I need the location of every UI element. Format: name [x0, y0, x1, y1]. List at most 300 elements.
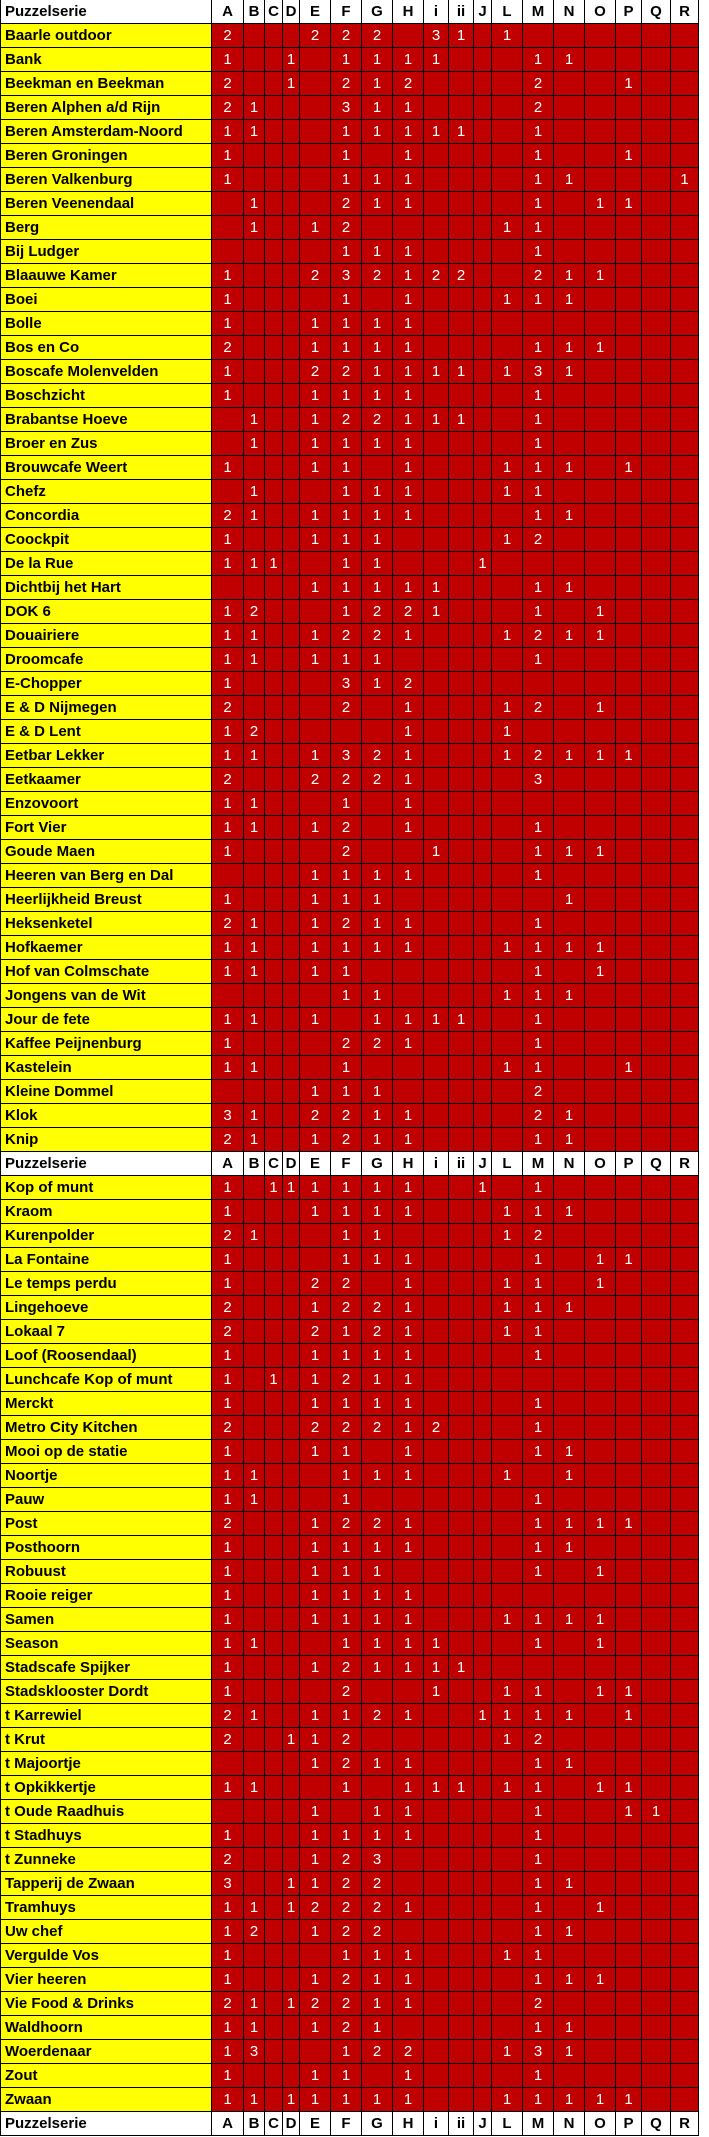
value-cell: 1: [554, 1752, 585, 1776]
value-cell: 3: [212, 1104, 244, 1128]
value-cell: 1: [393, 1968, 424, 1992]
value-cell: [265, 912, 283, 936]
value-cell: [424, 1848, 449, 1872]
value-cell: 1: [393, 1032, 424, 1056]
value-cell: 1: [331, 1776, 362, 1800]
value-cell: 1: [474, 1704, 492, 1728]
value-cell: [616, 240, 642, 264]
value-cell: [585, 1080, 616, 1104]
value-cell: 1: [393, 1632, 424, 1656]
value-cell: [265, 1416, 283, 1440]
value-cell: [393, 1224, 424, 1248]
column-header: C: [265, 0, 283, 24]
value-cell: [424, 2040, 449, 2064]
value-cell: [616, 1008, 642, 1032]
value-cell: [362, 1056, 393, 1080]
value-cell: [424, 1512, 449, 1536]
value-cell: [642, 48, 671, 72]
value-cell: 1: [331, 2040, 362, 2064]
value-cell: [492, 1512, 523, 1536]
value-cell: [244, 456, 265, 480]
value-cell: [616, 936, 642, 960]
value-cell: [283, 840, 300, 864]
value-cell: [424, 1200, 449, 1224]
value-cell: [554, 72, 585, 96]
value-cell: [585, 288, 616, 312]
value-cell: [492, 432, 523, 456]
row-name: E & D Lent: [0, 720, 212, 744]
value-cell: 1: [362, 1536, 393, 1560]
value-cell: [265, 216, 283, 240]
row-name: Enzovoort: [0, 792, 212, 816]
value-cell: [265, 1992, 283, 2016]
value-cell: [449, 1464, 474, 1488]
value-cell: [642, 1656, 671, 1680]
row-name: Waldhoorn: [0, 2016, 212, 2040]
value-cell: [300, 2040, 331, 2064]
value-cell: 1: [362, 1344, 393, 1368]
value-cell: [283, 336, 300, 360]
value-cell: [585, 888, 616, 912]
row-name: Broer en Zus: [0, 432, 212, 456]
value-cell: [283, 408, 300, 432]
value-cell: 1: [300, 504, 331, 528]
value-cell: [671, 48, 699, 72]
value-cell: 1: [362, 528, 393, 552]
value-cell: [474, 1008, 492, 1032]
value-cell: [449, 672, 474, 696]
value-cell: 1: [244, 744, 265, 768]
value-cell: [642, 1248, 671, 1272]
header-label: Puzzelserie: [0, 2112, 212, 2136]
value-cell: [492, 2016, 523, 2040]
value-cell: 1: [523, 1944, 554, 1968]
value-cell: 1: [449, 1776, 474, 1800]
value-cell: 1: [492, 1320, 523, 1344]
value-cell: [424, 96, 449, 120]
value-cell: 1: [331, 456, 362, 480]
value-cell: [474, 312, 492, 336]
value-cell: 1: [300, 648, 331, 672]
column-header: B: [244, 0, 265, 24]
value-cell: [265, 1872, 283, 1896]
value-cell: [554, 1224, 585, 1248]
header-label: Puzzelserie: [0, 0, 212, 24]
value-cell: [616, 1296, 642, 1320]
value-cell: [554, 864, 585, 888]
value-cell: [393, 1680, 424, 1704]
value-cell: [671, 96, 699, 120]
value-cell: 1: [331, 1200, 362, 1224]
value-cell: [424, 984, 449, 1008]
value-cell: [671, 192, 699, 216]
value-cell: [449, 456, 474, 480]
value-cell: [283, 576, 300, 600]
value-cell: [212, 576, 244, 600]
value-cell: [283, 744, 300, 768]
value-cell: 1: [492, 696, 523, 720]
value-cell: [265, 864, 283, 888]
value-cell: 1: [585, 936, 616, 960]
value-cell: [616, 672, 642, 696]
value-cell: [616, 912, 642, 936]
value-cell: [283, 936, 300, 960]
value-cell: 1: [362, 1392, 393, 1416]
value-cell: [449, 1512, 474, 1536]
value-cell: 1: [331, 552, 362, 576]
value-cell: [424, 792, 449, 816]
value-cell: 1: [523, 1008, 554, 1032]
value-cell: [449, 840, 474, 864]
value-cell: [642, 864, 671, 888]
value-cell: [449, 96, 474, 120]
value-cell: [283, 1704, 300, 1728]
value-cell: 1: [244, 192, 265, 216]
value-cell: [585, 144, 616, 168]
value-cell: [449, 792, 474, 816]
value-cell: [300, 1224, 331, 1248]
value-cell: 1: [424, 1632, 449, 1656]
value-cell: 2: [424, 1416, 449, 1440]
value-cell: [616, 1896, 642, 1920]
value-cell: 1: [554, 48, 585, 72]
value-cell: [585, 168, 616, 192]
value-cell: 1: [362, 648, 393, 672]
value-cell: [424, 240, 449, 264]
value-cell: 1: [523, 1128, 554, 1152]
value-cell: 1: [616, 192, 642, 216]
value-cell: [212, 216, 244, 240]
value-cell: [449, 1368, 474, 1392]
value-cell: 1: [554, 336, 585, 360]
value-cell: [283, 672, 300, 696]
value-cell: 1: [212, 1536, 244, 1560]
value-cell: [585, 480, 616, 504]
value-cell: 2: [362, 624, 393, 648]
value-cell: 1: [300, 1584, 331, 1608]
value-cell: [554, 528, 585, 552]
value-cell: [642, 240, 671, 264]
value-cell: [671, 1944, 699, 1968]
value-cell: 1: [362, 72, 393, 96]
value-cell: 3: [331, 672, 362, 696]
value-cell: 1: [300, 456, 331, 480]
value-cell: [671, 1032, 699, 1056]
value-cell: [265, 600, 283, 624]
value-cell: 2: [331, 1728, 362, 1752]
value-cell: [265, 48, 283, 72]
value-cell: 2: [523, 1080, 554, 1104]
value-cell: [671, 144, 699, 168]
value-cell: [671, 1872, 699, 1896]
row-name: Lunchcafe Kop of munt: [0, 1368, 212, 1392]
value-cell: [265, 2088, 283, 2112]
value-cell: 1: [300, 336, 331, 360]
value-cell: [474, 1968, 492, 1992]
value-cell: 1: [616, 744, 642, 768]
value-cell: [671, 1488, 699, 1512]
value-cell: [265, 408, 283, 432]
value-cell: [244, 1824, 265, 1848]
value-cell: 1: [244, 1632, 265, 1656]
row-name: Boei: [0, 288, 212, 312]
value-cell: [474, 336, 492, 360]
row-name: Boschzicht: [0, 384, 212, 408]
value-cell: [474, 1512, 492, 1536]
column-header: G: [362, 0, 393, 24]
value-cell: [265, 120, 283, 144]
value-cell: [642, 576, 671, 600]
value-cell: 1: [300, 1824, 331, 1848]
value-cell: [449, 1728, 474, 1752]
value-cell: [393, 24, 424, 48]
value-cell: [492, 576, 523, 600]
value-cell: [616, 720, 642, 744]
value-cell: [492, 912, 523, 936]
value-cell: 1: [585, 1560, 616, 1584]
value-cell: 1: [585, 600, 616, 624]
value-cell: [212, 1752, 244, 1776]
value-cell: [393, 1560, 424, 1584]
value-cell: 1: [523, 1872, 554, 1896]
value-cell: [492, 600, 523, 624]
value-cell: 1: [300, 312, 331, 336]
value-cell: [424, 768, 449, 792]
value-cell: 1: [244, 792, 265, 816]
value-cell: [265, 264, 283, 288]
value-cell: [393, 528, 424, 552]
value-cell: [585, 1656, 616, 1680]
value-cell: [424, 2064, 449, 2088]
value-cell: [642, 216, 671, 240]
value-cell: 2: [393, 72, 424, 96]
value-cell: [265, 1560, 283, 1584]
value-cell: 3: [362, 1848, 393, 1872]
value-cell: 2: [331, 1848, 362, 1872]
value-cell: 1: [393, 240, 424, 264]
value-cell: 1: [362, 1008, 393, 1032]
value-cell: 1: [492, 480, 523, 504]
value-cell: 1: [492, 216, 523, 240]
value-cell: [424, 672, 449, 696]
value-cell: [554, 1248, 585, 1272]
value-cell: [642, 2040, 671, 2064]
value-cell: [616, 264, 642, 288]
value-cell: [616, 120, 642, 144]
value-cell: [424, 624, 449, 648]
value-cell: [585, 816, 616, 840]
value-cell: [424, 1128, 449, 1152]
value-cell: 1: [300, 624, 331, 648]
row-name: Heeren van Berg en Dal: [0, 864, 212, 888]
value-cell: [265, 576, 283, 600]
value-cell: 2: [212, 696, 244, 720]
row-name: Eetbar Lekker: [0, 744, 212, 768]
value-cell: 1: [492, 1728, 523, 1752]
value-cell: [265, 1488, 283, 1512]
value-cell: 1: [523, 1968, 554, 1992]
value-cell: [212, 192, 244, 216]
value-cell: [244, 1368, 265, 1392]
value-cell: [474, 1416, 492, 1440]
value-cell: 1: [331, 792, 362, 816]
value-cell: [671, 1248, 699, 1272]
value-cell: [474, 1200, 492, 1224]
value-cell: [585, 768, 616, 792]
row-name: Loof (Roosendaal): [0, 1344, 212, 1368]
value-cell: 1: [393, 624, 424, 648]
value-cell: 2: [212, 1704, 244, 1728]
value-cell: [616, 1344, 642, 1368]
value-cell: [585, 384, 616, 408]
value-cell: [362, 288, 393, 312]
value-cell: [474, 432, 492, 456]
value-cell: [492, 1104, 523, 1128]
row-name: Vergulde Vos: [0, 1944, 212, 1968]
value-cell: [554, 912, 585, 936]
value-cell: 1: [393, 1368, 424, 1392]
value-cell: 1: [523, 864, 554, 888]
value-cell: [474, 1080, 492, 1104]
value-cell: [585, 2016, 616, 2040]
value-cell: 1: [523, 960, 554, 984]
value-cell: 1: [492, 1224, 523, 1248]
value-cell: [474, 1824, 492, 1848]
value-cell: [244, 888, 265, 912]
value-cell: 1: [393, 144, 424, 168]
value-cell: [283, 312, 300, 336]
value-cell: [616, 1944, 642, 1968]
column-header: O: [585, 1152, 616, 1176]
value-cell: [616, 1104, 642, 1128]
value-cell: [283, 1272, 300, 1296]
value-cell: [265, 1392, 283, 1416]
value-cell: [671, 1656, 699, 1680]
value-cell: [300, 192, 331, 216]
value-cell: [212, 480, 244, 504]
value-cell: 1: [585, 744, 616, 768]
value-cell: [283, 120, 300, 144]
value-cell: 1: [362, 1800, 393, 1824]
value-cell: [283, 1752, 300, 1776]
value-cell: [492, 672, 523, 696]
value-cell: [671, 648, 699, 672]
value-cell: [492, 1968, 523, 1992]
value-cell: 1: [331, 1704, 362, 1728]
value-cell: [300, 840, 331, 864]
value-cell: [642, 624, 671, 648]
value-cell: 2: [331, 696, 362, 720]
value-cell: [449, 384, 474, 408]
value-cell: [283, 1632, 300, 1656]
value-cell: [642, 984, 671, 1008]
row-name: t Oude Raadhuis: [0, 1800, 212, 1824]
value-cell: 1: [244, 1704, 265, 1728]
value-cell: [424, 1968, 449, 1992]
value-cell: 1: [393, 1584, 424, 1608]
value-cell: [492, 1008, 523, 1032]
value-cell: [331, 720, 362, 744]
value-cell: [300, 1632, 331, 1656]
value-cell: [642, 1848, 671, 1872]
value-cell: 1: [212, 1776, 244, 1800]
value-cell: [642, 1560, 671, 1584]
value-cell: [474, 1032, 492, 1056]
value-cell: [642, 24, 671, 48]
value-cell: [283, 1440, 300, 1464]
value-cell: [585, 2064, 616, 2088]
value-cell: 1: [244, 480, 265, 504]
value-cell: [265, 1344, 283, 1368]
value-cell: 1: [212, 1488, 244, 1512]
value-cell: 1: [300, 888, 331, 912]
value-cell: [244, 1320, 265, 1344]
value-cell: [449, 1416, 474, 1440]
value-cell: [642, 1128, 671, 1152]
value-cell: [616, 1488, 642, 1512]
value-cell: [265, 384, 283, 408]
column-header: H: [393, 1152, 424, 1176]
value-cell: [265, 1752, 283, 1776]
value-cell: 1: [362, 1584, 393, 1608]
value-cell: [492, 816, 523, 840]
value-cell: 1: [331, 960, 362, 984]
value-cell: [265, 696, 283, 720]
value-cell: [265, 360, 283, 384]
value-cell: [393, 960, 424, 984]
value-cell: 1: [300, 1704, 331, 1728]
row-name: Jongens van de Wit: [0, 984, 212, 1008]
value-cell: 2: [362, 264, 393, 288]
value-cell: [671, 528, 699, 552]
value-cell: [265, 1728, 283, 1752]
column-header: Q: [642, 0, 671, 24]
value-cell: [265, 1656, 283, 1680]
value-cell: [362, 456, 393, 480]
value-cell: [212, 864, 244, 888]
value-cell: [244, 360, 265, 384]
value-cell: [300, 696, 331, 720]
value-cell: [492, 1896, 523, 1920]
row-name: Pauw: [0, 1488, 212, 1512]
value-cell: 1: [523, 2016, 554, 2040]
value-cell: 1: [393, 936, 424, 960]
value-cell: [265, 1800, 283, 1824]
value-cell: 1: [331, 504, 362, 528]
value-cell: [671, 2064, 699, 2088]
value-cell: [265, 528, 283, 552]
value-cell: 1: [492, 2040, 523, 2064]
value-cell: [616, 2064, 642, 2088]
value-cell: [642, 1896, 671, 1920]
value-cell: 1: [554, 624, 585, 648]
row-name: Goude Maen: [0, 840, 212, 864]
value-cell: 1: [362, 1608, 393, 1632]
value-cell: 1: [331, 48, 362, 72]
column-header: N: [554, 2112, 585, 2136]
column-header: D: [283, 2112, 300, 2136]
value-cell: [265, 96, 283, 120]
value-cell: 2: [212, 1848, 244, 1872]
value-cell: [449, 1824, 474, 1848]
value-cell: 2: [300, 360, 331, 384]
value-cell: 1: [362, 168, 393, 192]
value-cell: [474, 1872, 492, 1896]
value-cell: [424, 1896, 449, 1920]
value-cell: [474, 1584, 492, 1608]
value-cell: 1: [212, 1824, 244, 1848]
value-cell: [585, 1848, 616, 1872]
